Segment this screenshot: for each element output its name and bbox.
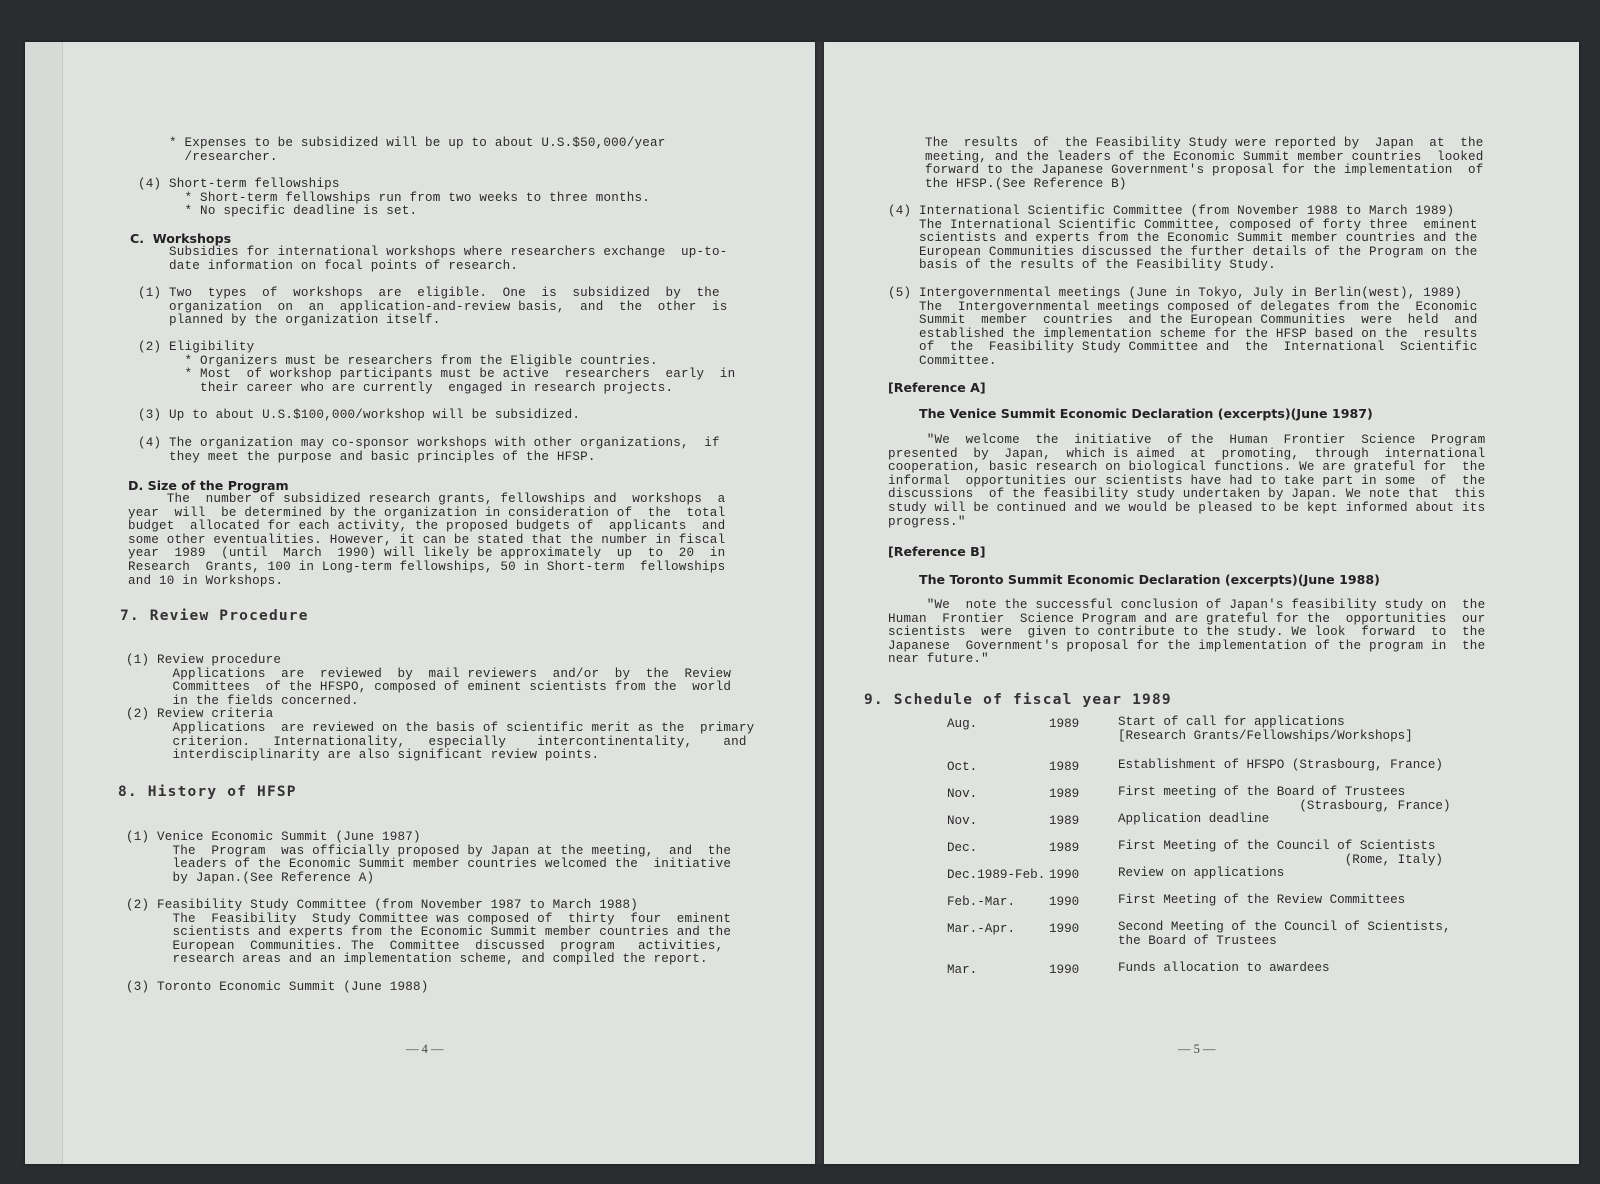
text-line: leaders of the Economic Summit member countries welcomed the initiative: [126, 857, 732, 872]
paragraph-venice-summit: [126, 831, 731, 885]
text-line: Committees of the HFSPO, composed of eminent scientists from the world: [126, 680, 732, 695]
text-line: established the implementation scheme for the HFSP based on the results: [888, 326, 1478, 341]
schedule-month: Nov.: [947, 814, 978, 828]
text-line: study will be continued and we would be pleased to be kept informed about its: [888, 500, 1486, 515]
text-line: * No specific deadline is set.: [138, 204, 418, 219]
book-gutter: [815, 42, 824, 1164]
text-line: budget allocated for each activity, the proposed budgets of applicants and: [128, 519, 726, 534]
text-line: cooperation, basic research on biological functions. We are grateful for the: [888, 460, 1486, 475]
text-line: (2) Review criteria: [126, 707, 274, 722]
text-line: in the fields concerned.: [126, 693, 359, 708]
reference-b-label: [Reference B]: [888, 544, 986, 559]
reference-a-label: [Reference A]: [888, 380, 986, 395]
text-line: Human Frontier Science Program and are grateful for the opportunities our: [888, 611, 1486, 626]
schedule-year: 1989: [1049, 760, 1080, 774]
text-line: Applications are reviewed by mail reviewers and/or by the Review: [126, 666, 732, 681]
paragraph-workshops-intro: [169, 246, 728, 273]
text-line: European Communities discussed the further details of the Program on the: [888, 244, 1478, 259]
schedule-year: 1989: [1049, 814, 1080, 828]
schedule-event: Establishment of HFSPO (Strasbourg, France): [1118, 758, 1443, 772]
text-line: (4) The organization may co-sponsor workshops with other organizations, if: [138, 436, 720, 450]
schedule-event: (Rome, Italy): [1118, 852, 1443, 867]
text-line: informal opportunities our scientists have had to take part in some of the: [888, 473, 1486, 488]
schedule-year: 1989: [1049, 717, 1080, 731]
text-line: The results of the Feasibility Study were reported by Japan at the: [925, 136, 1484, 150]
page-number-left: — 4 —: [406, 1042, 444, 1056]
schedule-event: (Strasbourg, France): [1118, 798, 1451, 813]
text-line: Applications are reviewed on the basis of scientific merit as the primary: [126, 720, 755, 735]
paragraph-short-term-fellowships: [138, 178, 650, 219]
text-line: (2) Eligibility: [138, 340, 255, 354]
text-line: presented by Japan, which is aimed at promoting, through international: [888, 446, 1486, 461]
reference-b-title: The Toronto Summit Economic Declaration (excerpts)(June 1988): [919, 572, 1380, 587]
paragraph-feasibility-study: [126, 899, 731, 967]
schedule-month: Dec.1989-Feb.: [947, 868, 1046, 882]
text-line: discussions of the feasibility study undertaken by Japan. We note that this: [888, 487, 1486, 502]
schedule-event: the Board of Trustees: [1118, 933, 1277, 948]
text-line: interdisciplinarity are also significant review points.: [126, 748, 600, 763]
schedule-year: 1990: [1049, 868, 1080, 882]
schedule-month: Mar.-Apr.: [947, 922, 1016, 936]
paragraph-co-sponsor: [138, 437, 720, 464]
text-line: "We welcome the initiative of the Human Frontier Science Program: [888, 433, 1486, 447]
schedule-year: 1990: [1049, 963, 1080, 977]
text-line: research areas and an implementation scheme, and compiled the report.: [126, 952, 708, 967]
text-line: basis of the results of the Feasibility Study.: [888, 258, 1276, 273]
text-line: and 10 in Workshops.: [128, 573, 284, 588]
text-line: "We note the successful conclusion of Japan's feasibility study on the: [888, 598, 1486, 612]
reference-b-quote: [888, 599, 1485, 667]
text-line: scientists and experts from the Economic Summit member countries and the: [126, 925, 732, 940]
text-line: * Short-term fellowships run from two weeks to three months.: [138, 190, 650, 205]
schedule-event: First Meeting of the Council of Scientists: [1118, 839, 1436, 853]
schedule-year: 1989: [1049, 841, 1080, 855]
paragraph-expenses: [169, 137, 665, 164]
text-line: Subsidies for international workshops where researchers exchange up-to-: [169, 245, 728, 259]
text-line: by Japan.(See Reference A): [126, 870, 375, 885]
text-line: their career who are currently engaged in research projects.: [138, 380, 674, 395]
schedule-month: Mar.: [947, 963, 978, 977]
page-number-right: — 5 —: [1178, 1042, 1216, 1056]
text-line: (4) International Scientific Committee (from November 1988 to March 1989): [888, 204, 1455, 218]
schedule-month: Oct.: [947, 760, 978, 774]
text-line: criterion. Internationality, especially intercontinentality, and: [126, 734, 747, 749]
paragraph-eligibility: [138, 341, 735, 395]
text-line: near future.": [888, 652, 989, 667]
text-line: The Feasibility Study Committee was composed of thirty four eminent: [126, 911, 732, 926]
text-line: (3) Up to about U.S.$100,000/workshop will be subsidized.: [138, 408, 581, 422]
text-line: scientists and experts from the Economic Summit member countries and the: [888, 231, 1478, 246]
text-line: Research Grants, 100 in Long-term fellowships, 50 in Short-term fellowships: [128, 559, 726, 574]
reference-a-title: The Venice Summit Economic Declaration (excerpts)(June 1987): [919, 406, 1373, 421]
schedule-event: Review on applications: [1118, 866, 1285, 880]
heading-review-procedure: 7. Review Procedure: [120, 608, 309, 624]
schedule-event: First meeting of the Board of Trustees: [1118, 785, 1406, 799]
paragraph-international-scientific-committee: [888, 205, 1478, 273]
schedule-event: Application deadline: [1118, 812, 1270, 826]
text-line: (2) Feasibility Study Committee (from November 1987 to March 1988): [126, 898, 638, 912]
text-line: * Most of workshop participants must be active researchers early in: [138, 367, 736, 382]
text-line: (5) Intergovernmental meetings (June in Tokyo, July in Berlin(west), 1989): [888, 286, 1463, 300]
schedule-event: Second Meeting of the Council of Scientists,: [1118, 920, 1451, 934]
heading-history-of-hfsp: 8. History of HFSP: [118, 784, 297, 800]
schedule-month: Nov.: [947, 787, 978, 801]
text-line: (1) Two types of workshops are eligible. One is subsidized by the: [138, 286, 720, 300]
text-line: organization on an application-and-review basis, and the other is: [138, 299, 728, 314]
schedule-event: First Meeting of the Review Committees: [1118, 893, 1406, 907]
paragraph-intergovernmental-meetings: [888, 287, 1478, 369]
text-line: meeting, and the leaders of the Economic Summit member countries looked: [925, 149, 1484, 164]
paragraph-workshop-subsidy: [138, 409, 580, 423]
schedule-month: Dec.: [947, 841, 978, 855]
right-page: [824, 42, 1579, 1164]
text-line: some other eventualities. However, it can be stated that the number in fiscal: [128, 532, 726, 547]
schedule-year: 1990: [1049, 922, 1080, 936]
text-line: (1) Venice Economic Summit (June 1987): [126, 830, 421, 844]
text-line: European Communities. The Committee discussed program activities,: [126, 938, 724, 953]
text-line: (1) Review procedure: [126, 653, 282, 667]
paragraph-toronto-summit: [126, 981, 429, 995]
schedule-year: 1990: [1049, 895, 1080, 909]
schedule-event: Start of call for applications: [1118, 715, 1345, 729]
text-line: progress.": [888, 514, 966, 529]
heading-schedule: 9. Schedule of fiscal year 1989: [864, 692, 1172, 708]
text-line: (4) Short-term fellowships: [138, 177, 340, 191]
text-line: The International Scientific Committee, composed of forty three eminent: [888, 217, 1478, 232]
heading-size-of-program: D. Size of the Program: [128, 478, 289, 493]
text-line: * Organizers must be researchers from the Eligible countries.: [138, 353, 658, 368]
text-line: The Intergovernmental meetings composed of delegates from the Economic: [888, 299, 1478, 314]
heading-workshops: C. Workshops: [130, 231, 232, 246]
text-line: they meet the purpose and basic principles of the HFSP.: [138, 449, 596, 464]
text-line: date information on focal points of research.: [169, 258, 519, 273]
reference-a-quote: [888, 434, 1485, 529]
paragraph-review-procedure: [126, 654, 754, 763]
text-line: of the Feasibility Study Committee and the International Scientific: [888, 340, 1478, 355]
paragraph-size-of-program: [128, 493, 725, 588]
text-line: year will be determined by the organization in consideration of the total: [128, 505, 726, 520]
schedule-event: Funds allocation to awardees: [1118, 961, 1330, 975]
text-line: Committee.: [888, 353, 997, 368]
schedule-month: Aug.: [947, 717, 978, 731]
schedule-event: [Research Grants/Fellowships/Workshops]: [1118, 728, 1413, 743]
paragraph-feasibility-results: [925, 137, 1484, 191]
text-line: The number of subsidized research grants, fellowships and workshops a: [128, 492, 726, 506]
text-line: (3) Toronto Economic Summit (June 1988): [126, 980, 429, 994]
text-line: the HFSP.(See Reference B): [925, 176, 1127, 191]
schedule-year: 1989: [1049, 787, 1080, 801]
text-line: The Program was officially proposed by Japan at the meeting, and the: [126, 843, 732, 858]
text-line: planned by the organization itself.: [138, 313, 441, 328]
underlying-page-edge: [25, 42, 63, 1164]
text-line: forward to the Japanese Government's proposal for the implementation of: [925, 163, 1484, 178]
text-line: year 1989 (until March 1990) will likely be approximately up to 20 in: [128, 546, 726, 561]
text-line: Japanese Government's proposal for the implementation of the program in the: [888, 638, 1486, 653]
text-line: scientists were given to contribute to the study. We look forward to the: [888, 625, 1486, 640]
left-page: [25, 42, 815, 1164]
text-line: * Expenses to be subsidized will be up to about U.S.$50,000/year: [169, 136, 666, 150]
text-line: /researcher.: [169, 149, 278, 164]
paragraph-workshop-types: [138, 287, 728, 328]
text-line: Summit member countries and the European Communities were held and: [888, 313, 1478, 328]
schedule-month: Feb.-Mar.: [947, 895, 1016, 909]
